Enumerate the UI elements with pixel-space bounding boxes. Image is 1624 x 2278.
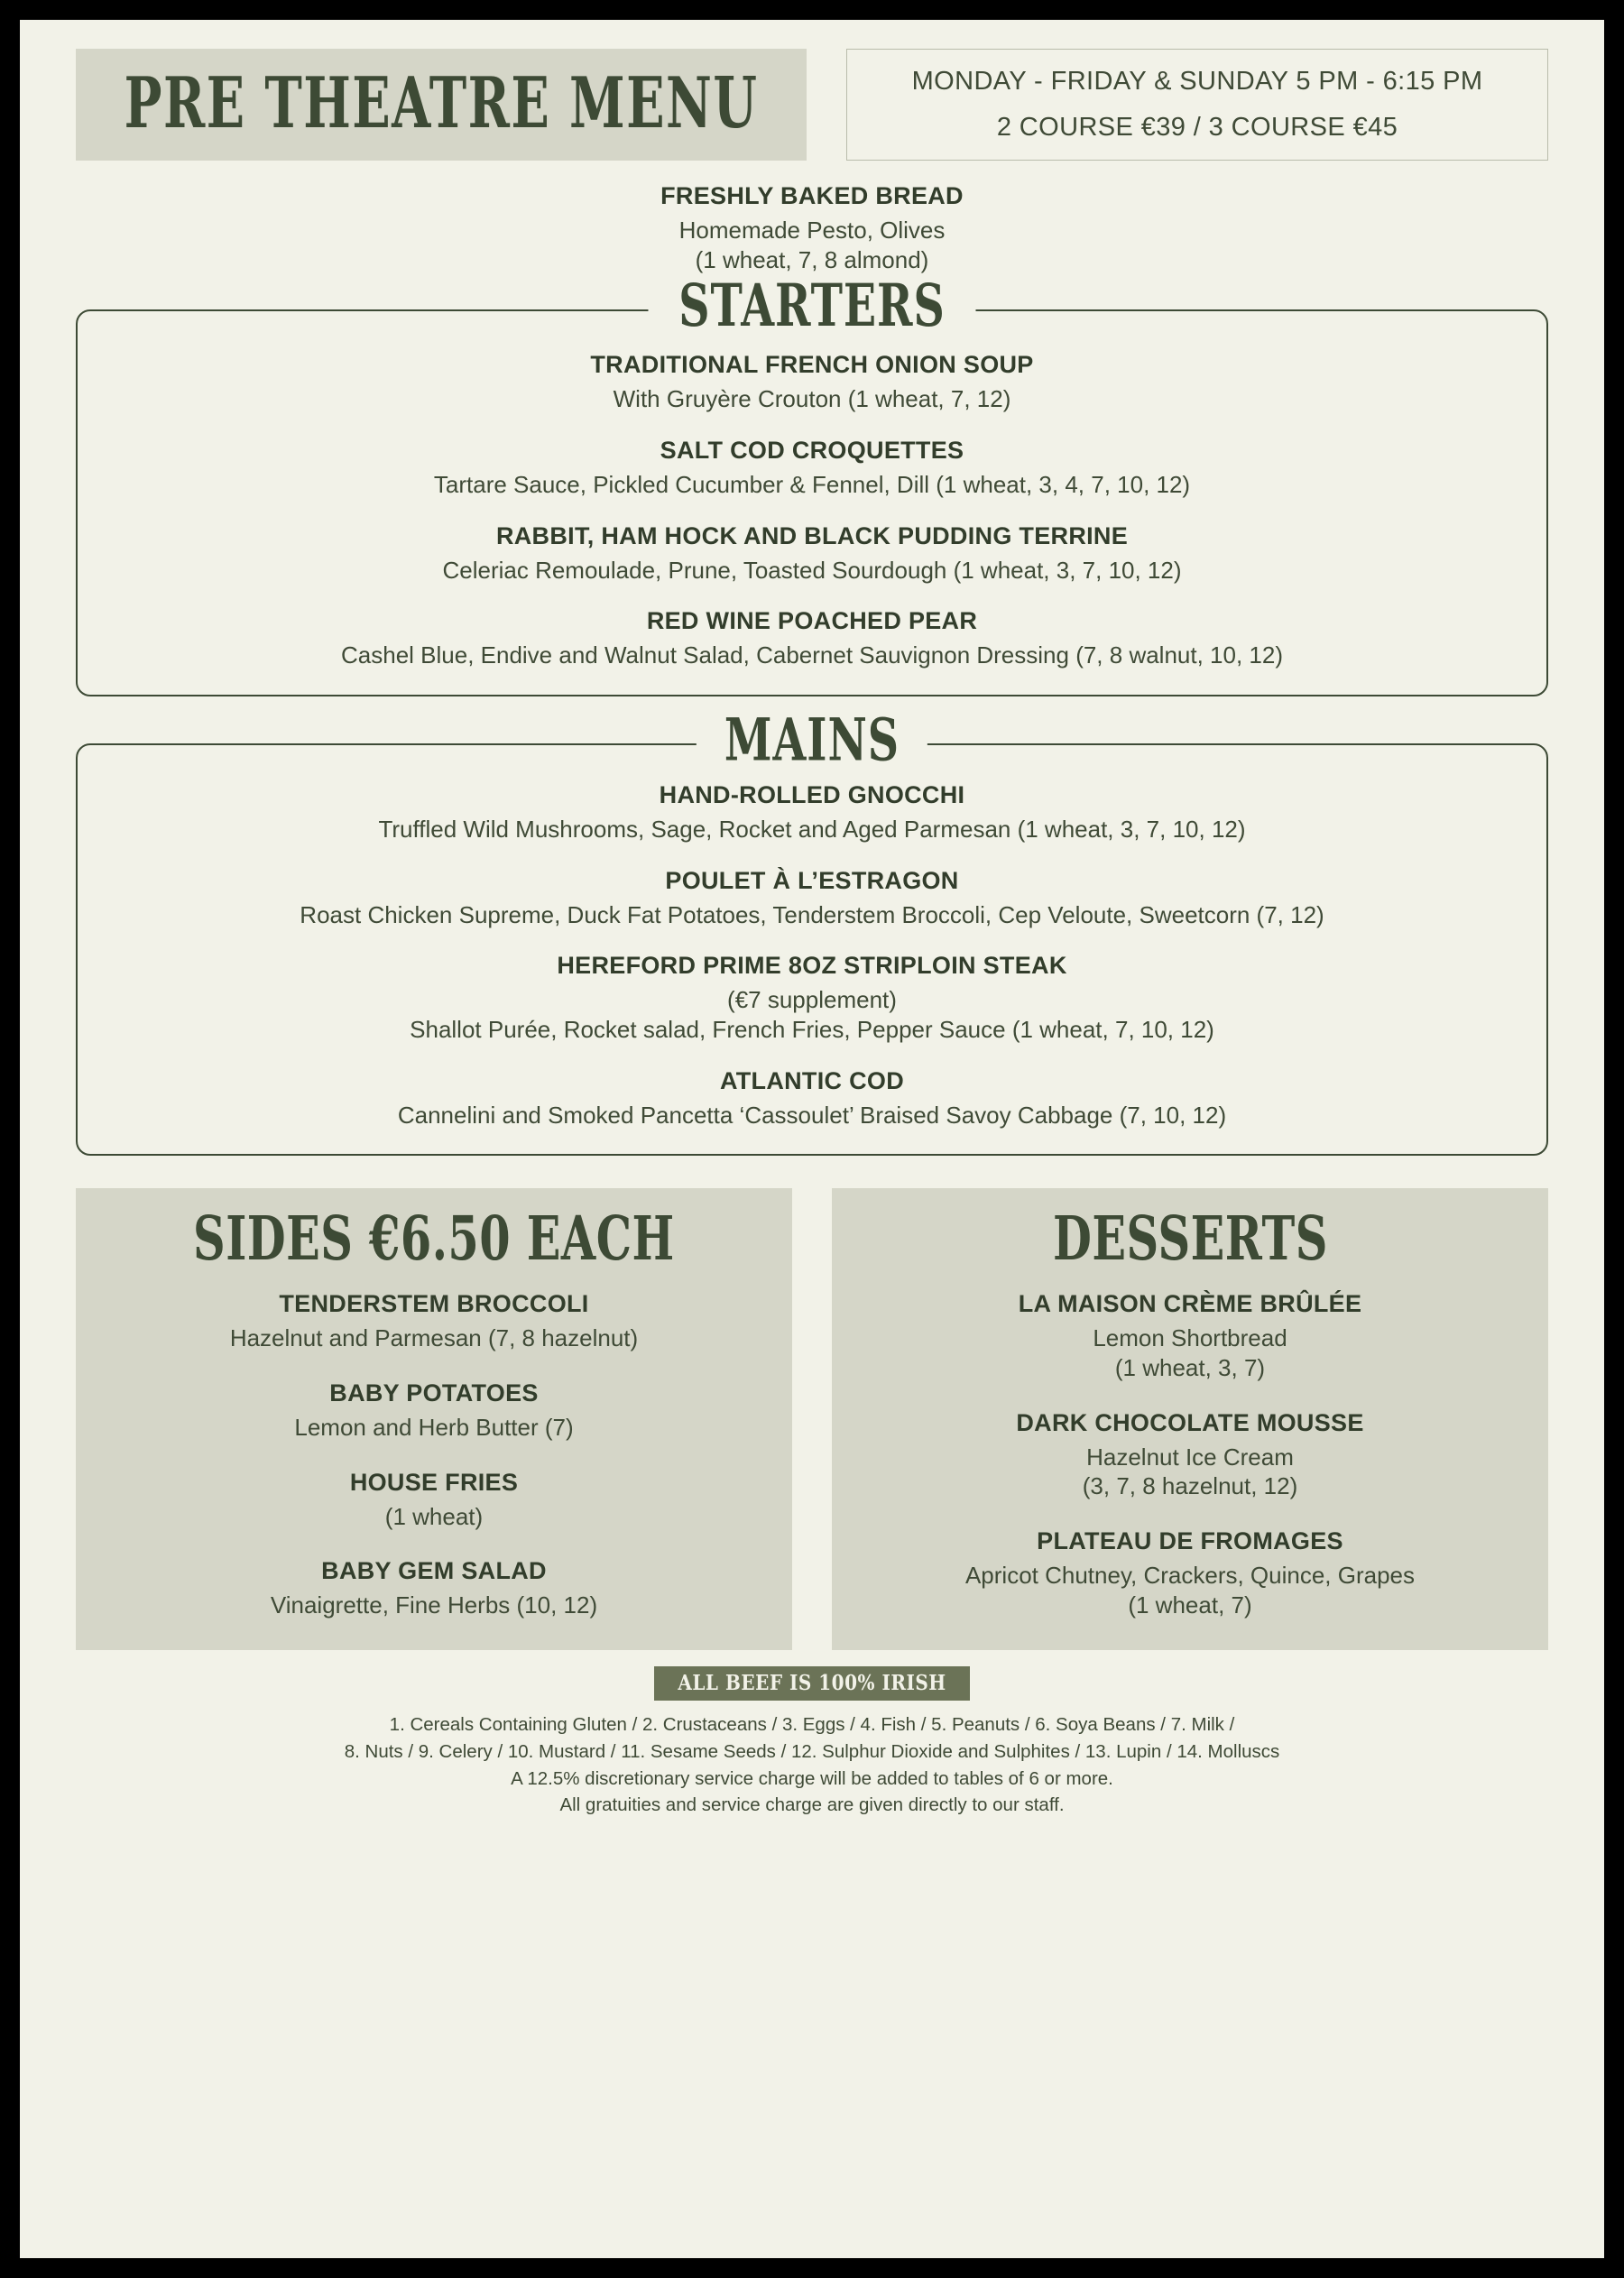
- menu-item: [105, 1067, 1519, 1130]
- title-box: [76, 49, 807, 161]
- dish-name: HEREFORD PRIME 8OZ STRIPLOIN STEAK: [557, 952, 1067, 980]
- starters-section: [76, 271, 1548, 696]
- dish-allergens: (1 wheat, 7, 8 almond): [695, 245, 929, 273]
- menu-footer: [76, 1666, 1548, 1819]
- allergen-line-1: 1. Cereals Containing Gluten / 2. Crustaceans / 3. Eggs / 4. Fish / 5. Peanuts / 6. Soya Beans / 7. Milk /: [389, 1714, 1235, 1736]
- dish-supplement: (€7 supplement): [727, 986, 897, 1014]
- menu-item: [105, 522, 1519, 585]
- dish-desc: Shallot Purée, Rocket salad, French Fries, Pepper Sauce (1 wheat, 7, 10, 12): [410, 1016, 1214, 1044]
- dish-desc: Apricot Chutney, Crackers, Quince, Grapes: [964, 1562, 1416, 1590]
- beef-badge: ALL BEEF IS 100% IRISH: [654, 1666, 969, 1701]
- desserts-heading: DESSERTS: [1052, 1204, 1328, 1276]
- dish-name: PLATEAU DE FROMAGES: [1037, 1527, 1343, 1555]
- starters-heading: STARTERS: [648, 279, 975, 332]
- menu-item: [96, 1557, 772, 1619]
- dish-desc: Cannelini and Smoked Pancetta ‘Cassoulet’ Braised Savoy Cabbage (7, 10, 12): [397, 1101, 1227, 1129]
- sides-desserts-row: [76, 1188, 1548, 1650]
- dish-desc: (1 wheat): [384, 1502, 484, 1530]
- desserts-panel: [832, 1188, 1548, 1650]
- dish-desc: Lemon and Herb Butter (7): [294, 1414, 574, 1442]
- mains-section: [76, 705, 1548, 1156]
- dish-desc: Hazelnut Ice Cream: [1086, 1443, 1294, 1471]
- dish-name: BABY POTATOES: [329, 1379, 539, 1407]
- dish-name: DARK CHOCOLATE MOUSSE: [1016, 1408, 1364, 1436]
- menu-item: [105, 607, 1519, 669]
- menu-item: [852, 1409, 1528, 1500]
- page-title: PRE THEATRE MENU: [124, 61, 759, 144]
- allergen-line-2: 8. Nuts / 9. Celery / 10. Mustard / 11. Sesame Seeds / 12. Sulphur Dioxide and Sulphites / 13. Lupin / 14. Molluscs: [344, 1740, 1280, 1762]
- dish-name: BABY GEM SALAD: [321, 1557, 547, 1585]
- menu-item: [105, 952, 1519, 1043]
- dish-name: RED WINE POACHED PEAR: [646, 607, 978, 635]
- dish-name: LA MAISON CRÈME BRÛLÉE: [1018, 1290, 1362, 1318]
- menu-item: [852, 1290, 1528, 1381]
- dish-desc: Roast Chicken Supreme, Duck Fat Potatoes, Tenderstem Broccoli, Cep Veloute, Sweetcorn (7, 12): [300, 900, 1324, 928]
- service-charge-line-2: All gratuities and service charge are given directly to our staff.: [559, 1794, 1065, 1816]
- menu-item: [105, 867, 1519, 929]
- price-line: 2 COURSE €39 / 3 COURSE €45: [996, 113, 1398, 142]
- menu-item: [96, 1379, 772, 1442]
- dish-desc: Cashel Blue, Endive and Walnut Salad, Cabernet Sauvignon Dressing (7, 8 walnut, 10, 12): [341, 641, 1283, 669]
- hours-line: MONDAY - FRIDAY & SUNDAY 5 PM - 6:15 PM: [911, 67, 1483, 96]
- menu-item: [96, 1469, 772, 1531]
- dish-desc: Lemon Shortbread: [1093, 1324, 1287, 1352]
- hours-box: [846, 49, 1548, 161]
- dish-allergens: (1 wheat, 3, 7): [1114, 1354, 1266, 1382]
- menu-header: [76, 49, 1548, 161]
- sides-heading: SIDES €6.50 EACH: [193, 1204, 675, 1276]
- dish-name: TRADITIONAL FRENCH ONION SOUP: [590, 351, 1034, 379]
- dish-allergens: (3, 7, 8 hazelnut, 12): [1082, 1472, 1298, 1500]
- allergen-key: [76, 1711, 1548, 1819]
- dish-desc: Celeriac Remoulade, Prune, Toasted Sourdough (1 wheat, 3, 7, 10, 12): [442, 556, 1182, 584]
- dish-name: RABBIT, HAM HOCK AND BLACK PUDDING TERRINE: [495, 521, 1129, 549]
- dish-desc: Tartare Sauce, Pickled Cucumber & Fennel, Dill (1 wheat, 3, 4, 7, 10, 12): [433, 471, 1191, 499]
- service-charge-line-1: A 12.5% discretionary service charge will be added to tables of 6 or more.: [511, 1767, 1113, 1789]
- dish-desc: With Gruyère Crouton (1 wheat, 7, 12): [613, 385, 1011, 413]
- dish-name: SALT COD CROQUETTES: [660, 437, 964, 465]
- dish-desc: Vinaigrette, Fine Herbs (10, 12): [270, 1591, 598, 1619]
- menu-item: [96, 1290, 772, 1352]
- menu-sheet: [20, 20, 1604, 2258]
- dish-name: HOUSE FRIES: [349, 1468, 519, 1496]
- dish-name: ATLANTIC COD: [719, 1066, 905, 1094]
- dish-desc: Hazelnut and Parmesan (7, 8 hazelnut): [229, 1324, 639, 1352]
- sides-panel: [76, 1188, 792, 1650]
- dish-allergens: (1 wheat, 7): [1128, 1591, 1252, 1619]
- menu-item: [105, 351, 1519, 413]
- dish-desc: Truffled Wild Mushrooms, Sage, Rocket and Aged Parmesan (1 wheat, 3, 7, 10, 12): [378, 816, 1246, 844]
- dish-name: FRESHLY BAKED BREAD: [660, 182, 964, 209]
- menu-item: [105, 437, 1519, 499]
- menu-item: [852, 1527, 1528, 1619]
- dish-name: HAND-ROLLED GNOCCHI: [659, 781, 965, 809]
- mains-heading: MAINS: [697, 713, 927, 766]
- dish-name: POULET À L’ESTRAGON: [665, 866, 959, 894]
- dish-name: TENDERSTEM BROCCOLI: [279, 1290, 589, 1318]
- dish-desc: Homemade Pesto, Olives: [678, 217, 946, 244]
- bread-item: [76, 182, 1548, 273]
- menu-item: [105, 781, 1519, 844]
